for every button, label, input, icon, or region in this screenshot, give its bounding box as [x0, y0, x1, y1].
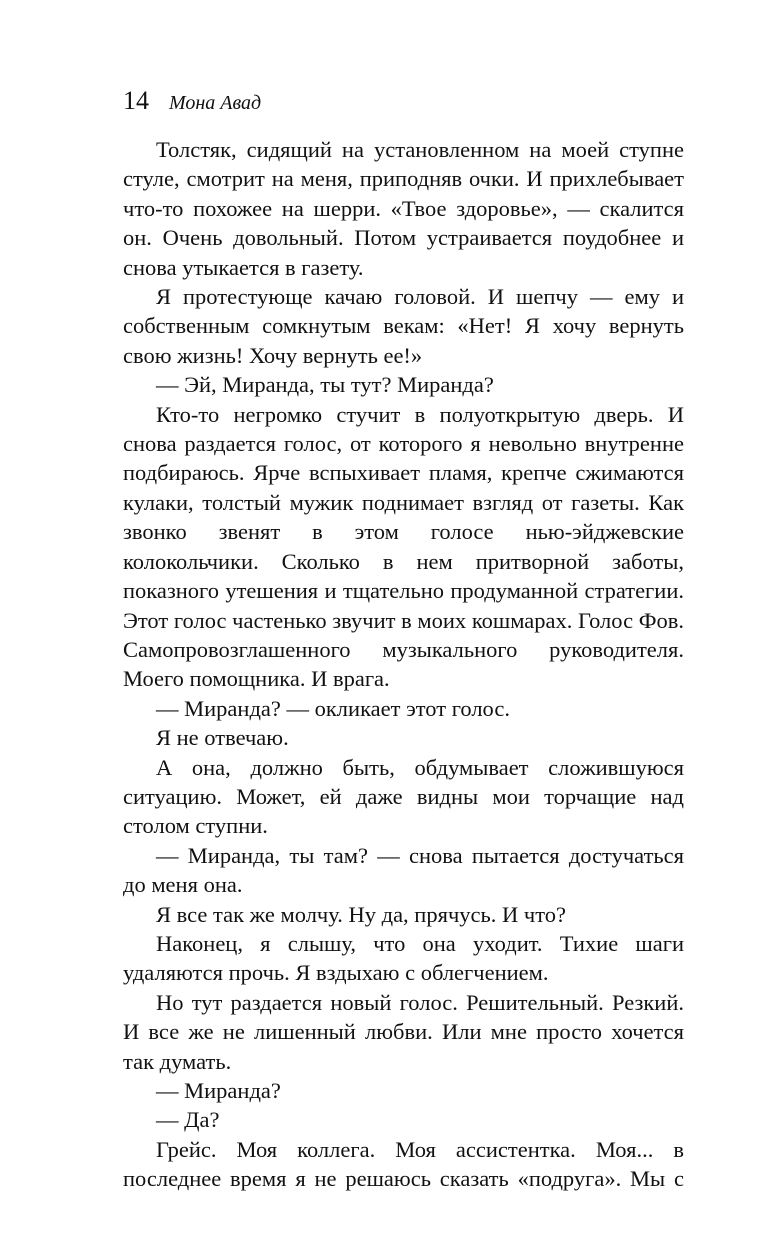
paragraph-11: Но тут раздается новый голос. Решительный. Резкий. И все же не лишенный любви. Или мне просто хочется так думать.: [123, 989, 684, 1074]
paragraph-4: Кто-то негромко стучит в полуоткрытую дверь. И снова раздается голос, от которого я невольно внутренне подбираюсь. Ярче вспыхивает пламя, крепче сжимаются кулаки, толстый мужик поднимает взгляд от газеты. Как звонко звенят в этом голосе нью-эйджевские колокольчики. Сколько в нем притворной заботы, показного утешения и тщательно продуманной стратегии. Этот голос частенько звучит в моих кошмарах. Голос Фов. Самопровозглашенного музыкального руководителя. Моего помощника. И врага.: [123, 401, 684, 692]
page-number: 14: [123, 86, 149, 115]
body-text: [123, 135, 684, 1194]
paragraph-14: Грейс. Моя коллега. Моя ассистентка. Моя... в последнее время я не решаюсь сказать «подруга». Мы с: [123, 1136, 684, 1192]
paragraph-13: — Да?: [156, 1107, 220, 1133]
paragraph-2: Я протестующе качаю головой. И шепчу — ему и собственным сомкнутым векам: «Нет! Я хочу вернуть свою жизнь! Хочу вернуть ее!»: [123, 284, 684, 368]
paragraph-6: Я не отвечаю.: [156, 725, 289, 751]
paragraph-1: Толстяк, сидящий на установленном на моей ступне стуле, смотрит на меня, приподняв очки. И прихлебывает что-то похожее на шерри. «Твое здоровье», — скалится он. Очень довольный. Потом устраивается поудобнее и снова утыкается в газету.: [123, 137, 684, 280]
running-head-author: Мона Авад: [169, 92, 262, 114]
paragraph-9: Я все так же молчу. Ну да, прячусь. И что?: [156, 901, 566, 927]
paragraph-5: — Миранда? — окликает этот голос.: [156, 695, 510, 721]
paragraph-3: — Эй, Миранда, ты тут? Миранда?: [156, 372, 494, 398]
paragraph-7: А она, должно быть, обдумывает сложившуюся ситуацию. Может, ей даже видны мои торчащие над столом ступни.: [123, 754, 684, 839]
paragraph-12: — Миранда?: [156, 1078, 281, 1103]
paragraph-8: — Миранда, ты там? — снова пытается достучаться до меня она.: [123, 842, 684, 898]
running-header: [123, 84, 261, 118]
paragraph-10: Наконец, я слышу, что она уходит. Тихие шаги удаляются прочь. Я вздыхаю с облегчением.: [123, 930, 684, 986]
